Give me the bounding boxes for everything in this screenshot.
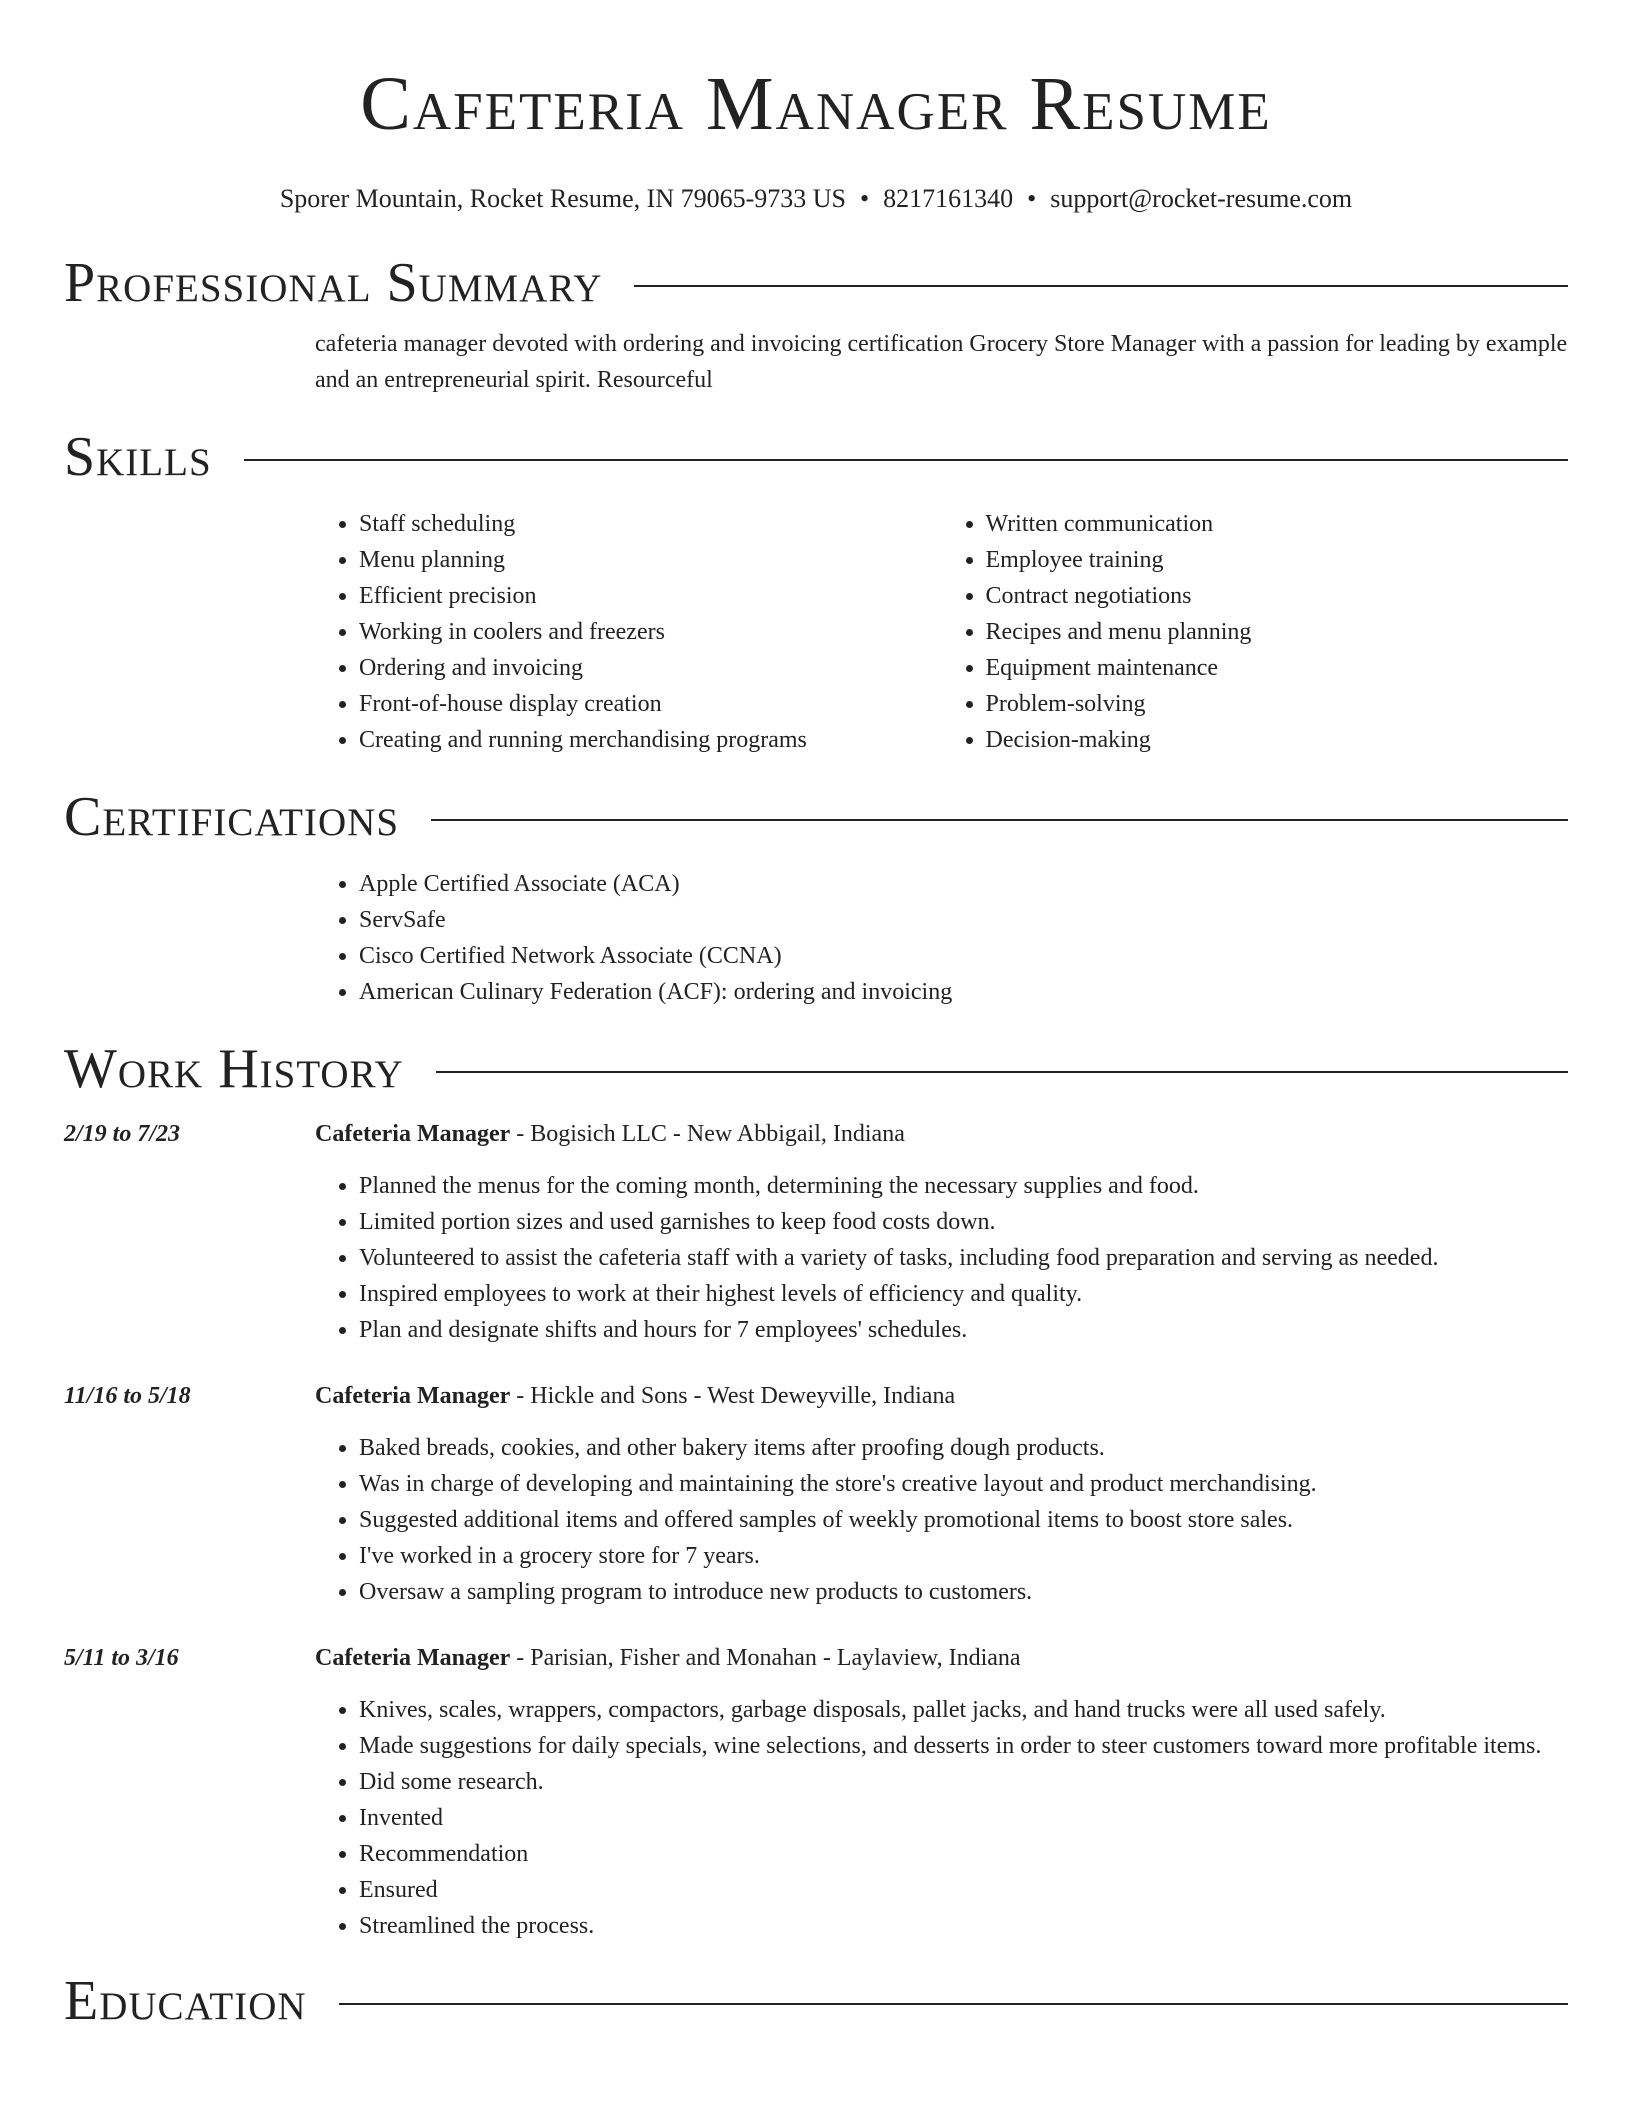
job-main xyxy=(315,1378,1568,1610)
section-divider xyxy=(436,1071,1568,1073)
job-bullet: • Plan and designate shifts and hours for 7 employees' schedules. xyxy=(359,1312,1568,1348)
skills-header xyxy=(64,424,1568,490)
job-bullet: • Invented xyxy=(359,1800,1568,1836)
certification-item: • ServSafe xyxy=(359,902,1568,938)
summary-header xyxy=(64,250,1568,316)
skills-list-left xyxy=(315,506,942,758)
job-bullet: • Inspired employees to work at their highest levels of efficiency and quality. xyxy=(359,1276,1568,1312)
job-bullet: • Ensured xyxy=(359,1872,1568,1908)
job-row xyxy=(64,1116,1568,1348)
work-history-heading: Work History xyxy=(64,1038,404,1100)
summary-section xyxy=(64,250,1568,398)
job-entry xyxy=(64,1640,1568,1944)
contact-email: support@rocket-resume.com xyxy=(1050,184,1353,213)
job-title: Cafeteria Manager xyxy=(315,1383,511,1409)
job-entry xyxy=(64,1378,1568,1610)
job-dates: 5/11 to 3/16 xyxy=(64,1645,179,1671)
job-title: Cafeteria Manager xyxy=(315,1121,511,1147)
job-bullet-list xyxy=(315,1430,1568,1610)
job-bullet: • Did some research. xyxy=(359,1764,1568,1800)
job-bullet: • Made suggestions for daily specials, wine selections, and desserts in order to steer customers toward more profitable items. xyxy=(359,1728,1568,1764)
job-title: Cafeteria Manager xyxy=(315,1645,511,1671)
job-bullet: • Limited portion sizes and used garnishes to keep food costs down. xyxy=(359,1204,1568,1240)
skill-item: • Menu planning xyxy=(359,542,942,578)
job-bullet: • Recommendation xyxy=(359,1836,1568,1872)
certification-item: • Apple Certified Associate (ACA) xyxy=(359,866,1568,902)
certifications-heading: Certifications xyxy=(64,786,400,848)
job-bullet: • Volunteered to assist the cafeteria staff with a variety of tasks, including food preparation and serving as needed. xyxy=(359,1240,1568,1276)
contact-address: Sporer Mountain, Rocket Resume, IN 79065-9733 US xyxy=(279,184,847,213)
job-company-location: - Parisian, Fisher and Monahan - Laylaview, Indiana xyxy=(510,1645,1021,1671)
job-row xyxy=(64,1378,1568,1610)
job-bullet: • Planned the menus for the coming month, determining the necessary supplies and food. xyxy=(359,1168,1568,1204)
job-company-location: - Bogisich LLC - New Abbigail, Indiana xyxy=(510,1121,905,1147)
job-main xyxy=(315,1640,1568,1944)
skill-item: • Employee training xyxy=(986,542,1569,578)
skills-section xyxy=(64,424,1568,758)
work-history-section xyxy=(64,1036,1568,1944)
section-divider xyxy=(339,2003,1568,2005)
skill-item: • Equipment maintenance xyxy=(986,650,1569,686)
jobs-container xyxy=(64,1116,1568,1944)
section-divider xyxy=(244,459,1568,461)
resume-title: Cafeteria Manager Resume xyxy=(360,62,1272,146)
job-company-location: - Hickle and Sons - West Deweyville, Indiana xyxy=(510,1383,956,1409)
job-header xyxy=(315,1640,1568,1676)
skills-columns xyxy=(315,506,1568,758)
summary-heading: Professional Summary xyxy=(64,252,603,314)
section-divider xyxy=(634,285,1568,287)
job-entry xyxy=(64,1116,1568,1348)
summary-text: cafeteria manager devoted with ordering and invoicing certification Grocery Store Manager with a passion for leading by example and an entrepreneurial spirit. Resourceful xyxy=(315,331,1568,393)
education-heading: Education xyxy=(64,1970,307,2032)
job-bullet: • Was in charge of developing and maintaining the store's creative layout and product merchandising. xyxy=(359,1466,1568,1502)
section-divider xyxy=(431,819,1568,821)
certification-item: • Cisco Certified Network Associate (CCNA) xyxy=(359,938,1568,974)
job-bullet: • Oversaw a sampling program to introduce new products to customers. xyxy=(359,1574,1568,1610)
skills-list-right xyxy=(942,506,1569,758)
job-bullet: • I've worked in a grocery store for 7 years. xyxy=(359,1538,1568,1574)
job-bullet-list xyxy=(315,1692,1568,1944)
skill-item: • Front-of-house display creation xyxy=(359,686,942,722)
skill-item: • Ordering and invoicing xyxy=(359,650,942,686)
skill-item: • Written communication xyxy=(986,506,1569,542)
education-section xyxy=(64,1968,1568,2034)
skills-heading: Skills xyxy=(64,426,212,488)
job-bullet: • Suggested additional items and offered samples of weekly promotional items to boost store sales. xyxy=(359,1502,1568,1538)
skill-item: • Creating and running merchandising programs xyxy=(359,722,942,758)
skill-item: • Decision-making xyxy=(986,722,1569,758)
work-history-header xyxy=(64,1036,1568,1102)
skill-item: • Staff scheduling xyxy=(359,506,942,542)
job-bullet: • Streamlined the process. xyxy=(359,1908,1568,1944)
job-header xyxy=(315,1116,1568,1152)
contact-phone: 8217161340 xyxy=(883,184,1014,213)
certifications-list xyxy=(315,866,1568,1010)
education-header xyxy=(64,1968,1568,2034)
job-bullet: • Baked breads, cookies, and other bakery items after proofing dough products. xyxy=(359,1430,1568,1466)
certification-item: • American Culinary Federation (ACF): ordering and invoicing xyxy=(359,974,1568,1010)
skill-item: • Contract negotiations xyxy=(986,578,1569,614)
certifications-header xyxy=(64,784,1568,850)
job-bullet: • Knives, scales, wrappers, compactors, garbage disposals, pallet jacks, and hand trucks were all used safely. xyxy=(359,1692,1568,1728)
contact-line xyxy=(64,182,1568,216)
job-header xyxy=(315,1378,1568,1414)
certifications-body xyxy=(315,866,1568,1010)
job-bullet-list xyxy=(315,1168,1568,1348)
job-row xyxy=(64,1640,1568,1944)
contact-separator: • xyxy=(860,184,870,213)
job-dates: 2/19 to 7/23 xyxy=(64,1121,181,1147)
skill-item: • Efficient precision xyxy=(359,578,942,614)
job-dates: 11/16 to 5/18 xyxy=(64,1383,191,1409)
skill-item: • Recipes and menu planning xyxy=(986,614,1569,650)
job-main xyxy=(315,1116,1568,1348)
certifications-section xyxy=(64,784,1568,1010)
skill-item: • Working in coolers and freezers xyxy=(359,614,942,650)
contact-separator: • xyxy=(1027,184,1037,213)
skill-item: • Problem-solving xyxy=(986,686,1569,722)
